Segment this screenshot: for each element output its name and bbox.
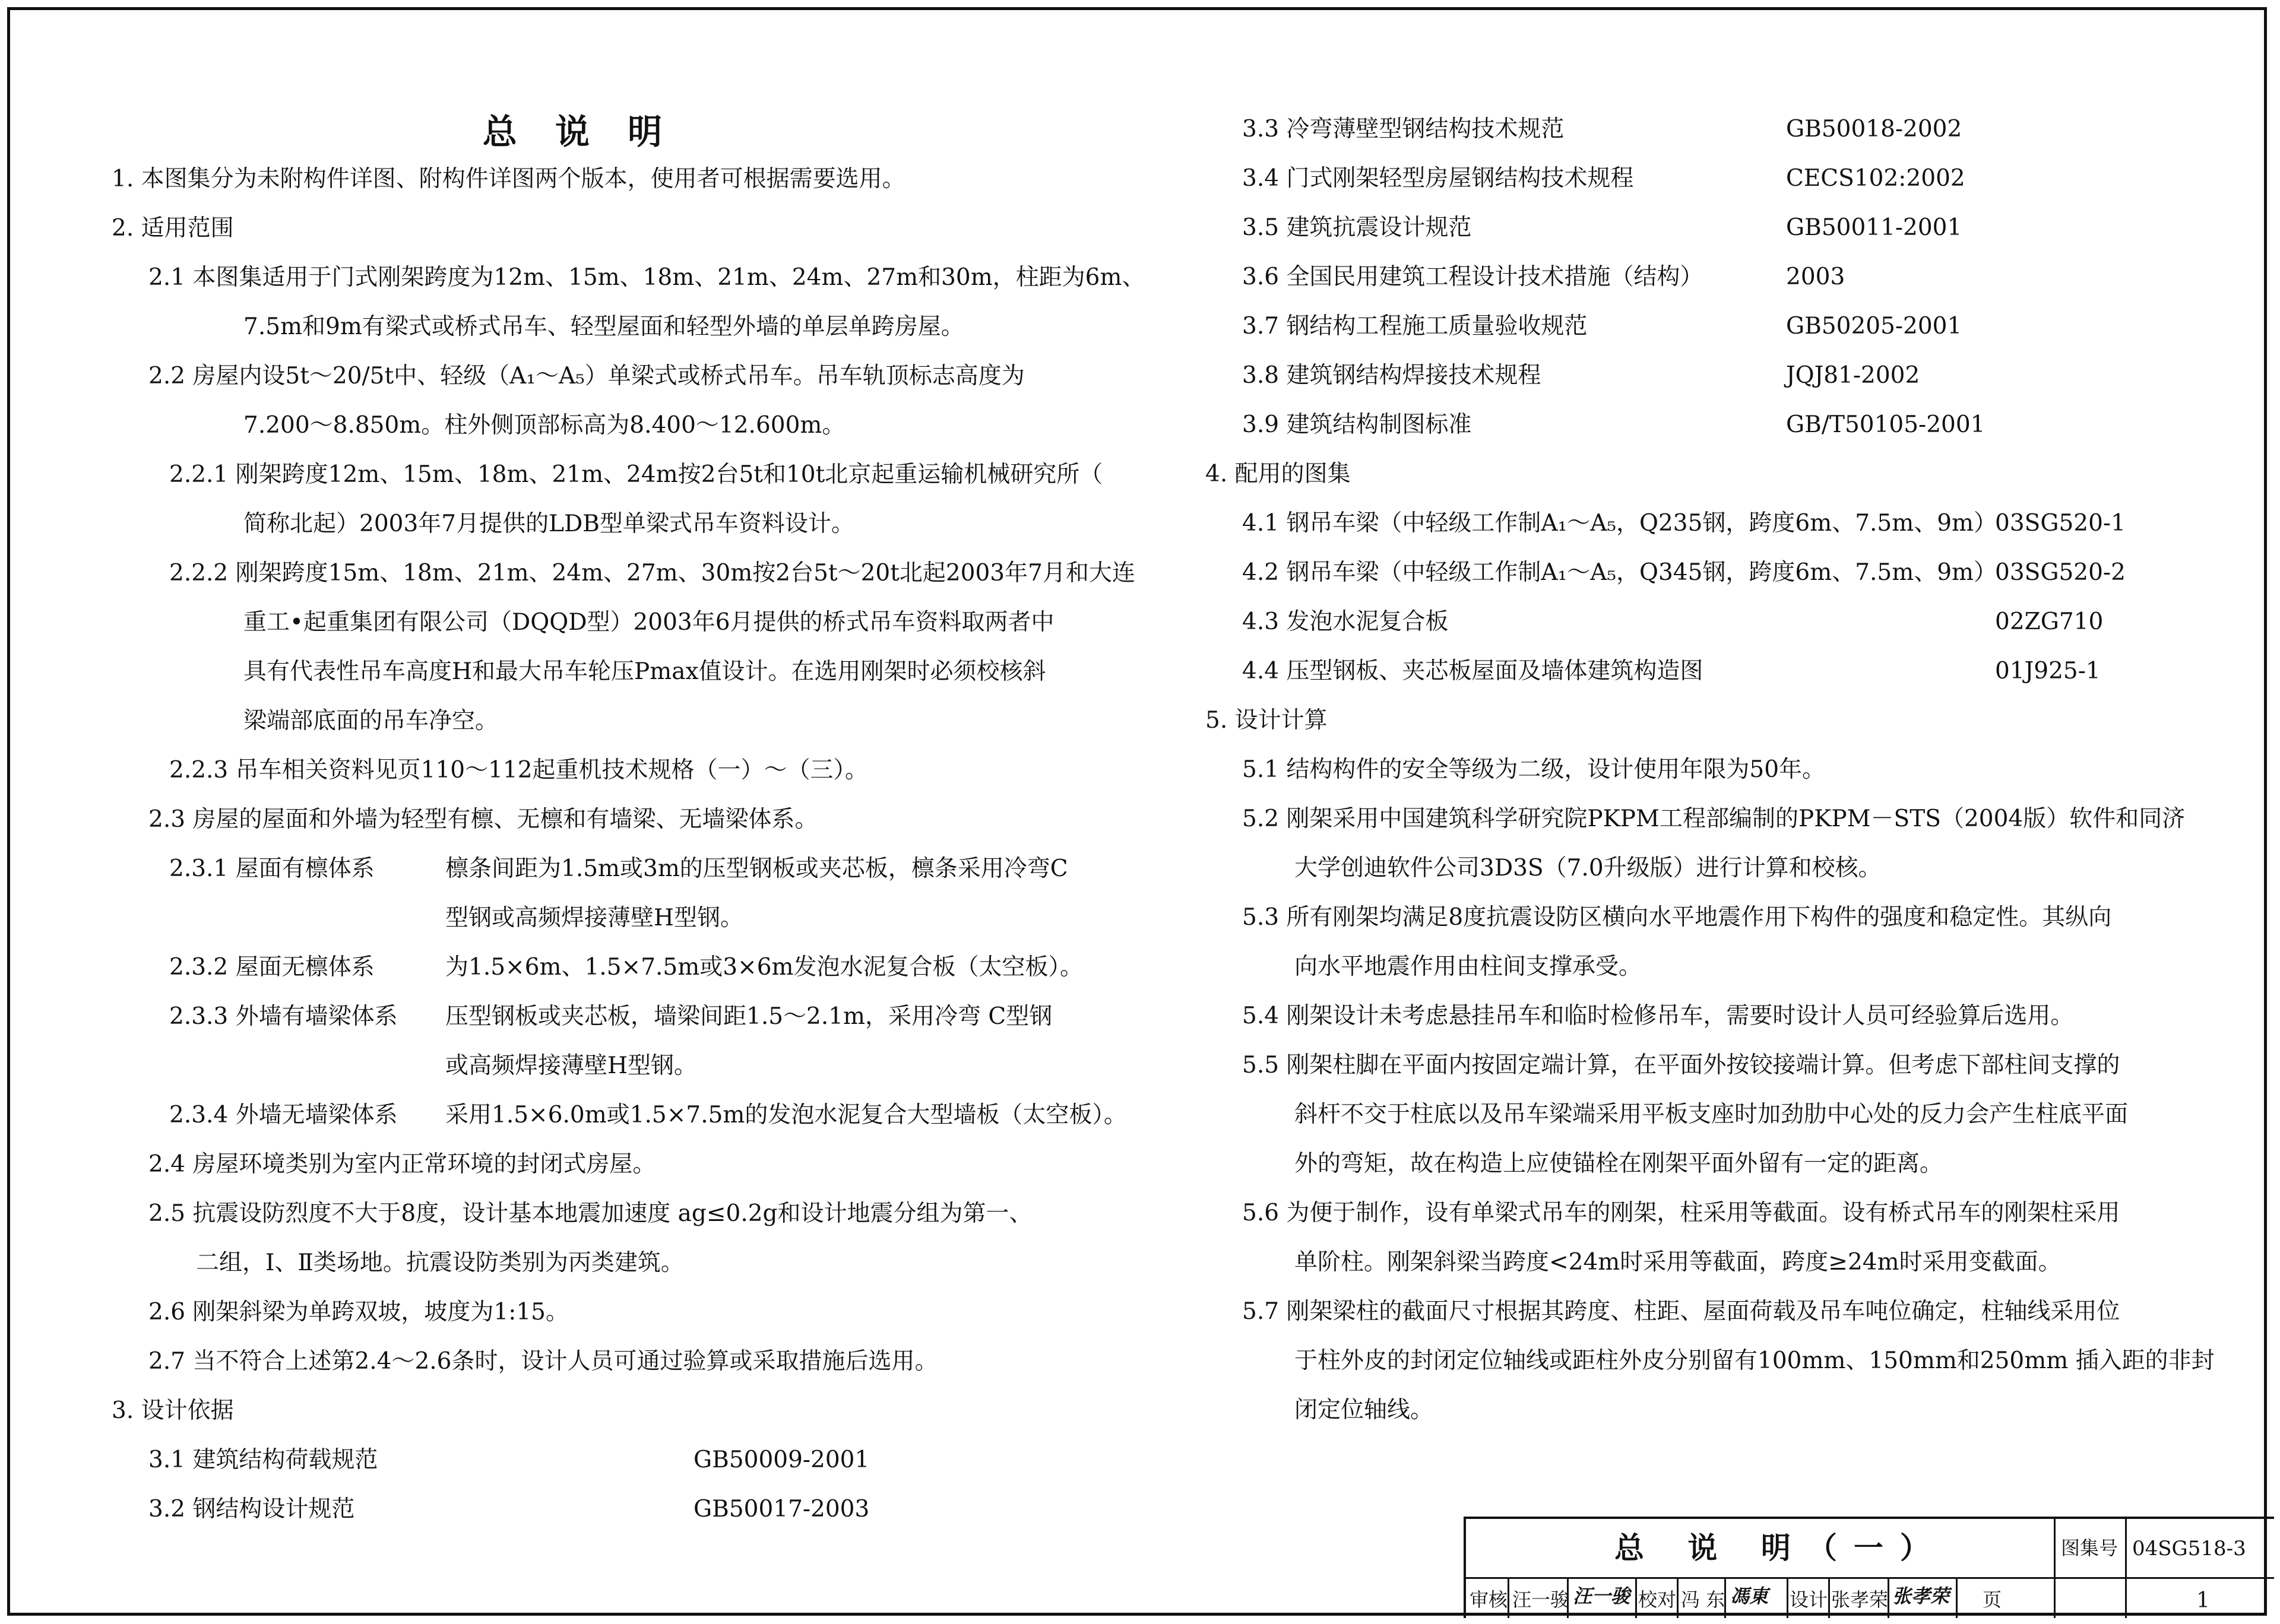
atlas-4-2-code: 03SG520-2 bbox=[1995, 559, 2126, 586]
ref-3-5-code: GB50011-2001 bbox=[1786, 214, 1962, 241]
atlas-no-label: 图集号 bbox=[2061, 1537, 2118, 1559]
note-2-5-cont: 二组，Ⅰ、Ⅱ类场地。抗震设防类别为丙类建筑。 bbox=[196, 1249, 684, 1276]
note-2-3-2-text: 为1.5×6m、1.5×7.5m或3×6m发泡水泥复合板（太空板）。 bbox=[445, 954, 1083, 981]
note-2-2-2-cont1: 重工•起重集团有限公司（DQQD型）2003年6月提供的桥式吊车资料取两者中 bbox=[243, 609, 1054, 636]
note-5-5-cont2: 外的弯矩，故在构造上应使锚栓在刚架平面外留有一定的距离。 bbox=[1294, 1150, 1943, 1177]
note-2-2-3: 2.2.3 吊车相关资料见页110～112起重机技术规格（一）～（三）。 bbox=[169, 757, 869, 784]
note-5-7: 5.7 刚架梁柱的截面尺寸根据其跨度、柱距、屋面荷载及吊车吨位确定，柱轴线采用位 bbox=[1242, 1298, 2120, 1325]
ref-3-9-name: 3.9 建筑结构制图标准 bbox=[1242, 411, 1472, 438]
ref-3-2-code: GB50017-2003 bbox=[694, 1496, 870, 1522]
ref-3-7-name: 3.7 钢结构工程施工质量验收规范 bbox=[1242, 313, 1588, 340]
section-4-heading: 4. 配用的图集 bbox=[1205, 461, 1351, 487]
note-2-3-4-text: 采用1.5×6.0m或1.5×7.5m的发泡水泥复合大型墙板（太空板）。 bbox=[445, 1102, 1127, 1128]
note-5-4: 5.4 刚架设计未考虑悬挂吊车和临时检修吊车，需要时设计人员可经验算后选用。 bbox=[1242, 1003, 2074, 1029]
note-5-6-cont: 单阶柱。刚架斜梁当跨度<24m时采用等截面，跨度≥24m时采用变截面。 bbox=[1294, 1249, 2062, 1276]
atlas-no: 04SG518-3 bbox=[2132, 1537, 2246, 1560]
page-title: 总 说 明 bbox=[482, 112, 676, 152]
note-2-2: 2.2 房屋内设5t～20/5t中、轻级（A₁～A₅）单梁式或桥式吊车。吊车轨顶标志高度为 bbox=[148, 363, 1025, 389]
ref-3-1-code: GB50009-2001 bbox=[694, 1447, 870, 1473]
atlas-4-3-name: 4.3 发泡水泥复合板 bbox=[1242, 608, 1449, 635]
ref-3-3-name: 3.3 冷弯薄壁型钢结构技术规范 bbox=[1242, 116, 1565, 142]
note-2-2-cont: 7.200～8.850m。柱外侧顶部标高为8.400～12.600m。 bbox=[243, 412, 846, 439]
note-5-7-cont1: 于柱外皮的封闭定位轴线或距柱外皮分别留有100mm、150mm和250mm 插入距的非封 bbox=[1294, 1347, 2215, 1374]
atlas-4-1-name: 4.1 钢吊车梁（中轻级工作制A₁～A₅，Q235钢，跨度6m、7.5m、9m） bbox=[1242, 510, 1997, 537]
note-2-3-1-text: 檩条间距为1.5m或3m的压型钢板或夹芯板，檩条采用冷弯C bbox=[445, 855, 1068, 882]
note-2-3: 2.3 房屋的屋面和外墙为轻型有檩、无檩和有墙梁、无墙梁体系。 bbox=[148, 806, 818, 833]
check-label: 校对 bbox=[1638, 1588, 1677, 1611]
note-2-3-3-cont: 或高频焊接薄壁H型钢。 bbox=[445, 1052, 698, 1079]
note-2-2-1-cont: 简称北起）2003年7月提供的LDB型单梁式吊车资料设计。 bbox=[243, 510, 854, 537]
note-2-2-2-cont3: 梁端部底面的吊车净空。 bbox=[243, 708, 499, 734]
design-name: 张孝荣 bbox=[1831, 1588, 1889, 1611]
review-label: 审核 bbox=[1470, 1588, 1508, 1611]
atlas-4-2-name: 4.2 钢吊车梁（中轻级工作制A₁～A₅，Q345钢，跨度6m、7.5m、9m） bbox=[1242, 559, 1997, 586]
note-5-3: 5.3 所有刚架均满足8度抗震设防区横向水平地震作用下构件的强度和稳定性。其纵向 bbox=[1242, 904, 2112, 931]
ref-3-6-code: 2003 bbox=[1786, 264, 1845, 290]
note-2-4: 2.4 房屋环境类别为室内正常环境的封闭式房屋。 bbox=[148, 1151, 656, 1178]
atlas-4-4-code: 01J925-1 bbox=[1995, 658, 2101, 684]
note-2-3-1-cont: 型钢或高频焊接薄壁H型钢。 bbox=[445, 905, 744, 931]
review-signature: 汪一骏 bbox=[1573, 1585, 1630, 1607]
design-signature: 张孝荣 bbox=[1892, 1585, 1950, 1607]
ref-3-4-code: CECS102:2002 bbox=[1786, 165, 1965, 192]
note-2-6: 2.6 刚架斜梁为单跨双坡，坡度为1:15。 bbox=[148, 1299, 569, 1325]
page-number: 1 bbox=[2196, 1588, 2210, 1613]
note-5-2: 5.2 刚架采用中国建筑科学研究院PKPM工程部编制的PKPM－STS（2004版）软件和同济 bbox=[1242, 805, 2186, 832]
ref-3-8-name: 3.8 建筑钢结构焊接技术规程 bbox=[1242, 362, 1541, 389]
ref-3-1-name: 3.1 建筑结构荷载规范 bbox=[148, 1447, 378, 1473]
ref-3-5-name: 3.5 建筑抗震设计规范 bbox=[1242, 214, 1472, 241]
title-block bbox=[1464, 1517, 2274, 1618]
section-3-heading: 3. 设计依据 bbox=[112, 1397, 234, 1424]
title-block-title: 总 说 明（一） bbox=[1614, 1530, 1946, 1565]
atlas-4-4-name: 4.4 压型钢板、夹芯板屋面及墙体建筑构造图 bbox=[1242, 658, 1703, 684]
ref-3-9-code: GB/T50105-2001 bbox=[1786, 411, 1986, 438]
section-5-heading: 5. 设计计算 bbox=[1205, 707, 1328, 734]
ref-3-6-name: 3.6 全国民用建筑工程设计技术措施（结构） bbox=[1242, 264, 1703, 290]
page-label: 页 bbox=[1983, 1588, 2002, 1611]
note-2-3-1-label: 2.3.1 屋面有檩体系 bbox=[169, 855, 375, 882]
note-2-3-3-label: 2.3.3 外墙有墙梁体系 bbox=[169, 1003, 398, 1030]
note-5-6: 5.6 为便于制作，设有单梁式吊车的刚架，柱采用等截面。设有桥式吊车的刚架柱采用 bbox=[1242, 1200, 2120, 1226]
note-5-1: 5.1 结构构件的安全等级为二级，设计使用年限为50年。 bbox=[1242, 756, 1826, 783]
note-2-2-2: 2.2.2 刚架跨度15m、18m、21m、24m、27m、30m按2台5t～20t北起2003年7月和大连 bbox=[169, 560, 1135, 586]
note-2-3-3-text: 压型钢板或夹芯板，墙梁间距1.5～2.1m，采用冷弯 C型钢 bbox=[445, 1003, 1053, 1030]
atlas-4-3-code: 02ZG710 bbox=[1995, 608, 2104, 635]
review-name: 汪一骏 bbox=[1512, 1588, 1570, 1611]
ref-3-3-code: GB50018-2002 bbox=[1786, 116, 1962, 142]
check-name: 冯 东 bbox=[1681, 1588, 1725, 1611]
design-label: 设计 bbox=[1790, 1588, 1828, 1611]
section-2-heading: 2. 适用范围 bbox=[112, 215, 234, 242]
ref-3-7-code: GB50205-2001 bbox=[1786, 313, 1962, 340]
note-5-5: 5.5 刚架柱脚在平面内按固定端计算，在平面外按铰接端计算。但考虑下部柱间支撑的 bbox=[1242, 1052, 2120, 1079]
check-signature: 馮東 bbox=[1730, 1585, 1769, 1607]
atlas-4-1-code: 03SG520-1 bbox=[1995, 510, 2126, 537]
note-5-7-cont2: 闭定位轴线。 bbox=[1294, 1397, 1434, 1423]
note-2-1: 2.1 本图集适用于门式刚架跨度为12m、15m、18m、21m、24m、27m和30m，柱距为6m、 bbox=[148, 264, 1145, 291]
note-2-2-1: 2.2.1 刚架跨度12m、15m、18m、21m、24m按2台5t和10t北京起重运输机械研究所（ bbox=[169, 461, 1103, 488]
note-5-2-cont: 大学创迪软件公司3D3S（7.0升级版）进行计算和校核。 bbox=[1294, 855, 1882, 881]
note-2-3-2-label: 2.3.2 屋面无檩体系 bbox=[169, 954, 375, 981]
note-5-3-cont: 向水平地震作用由柱间支撑承受。 bbox=[1294, 953, 1642, 980]
note-2-5: 2.5 抗震设防烈度不大于8度，设计基本地震加速度 ag≤0.2g和设计地震分组为第一、 bbox=[148, 1200, 1033, 1227]
note-2-7: 2.7 当不符合上述第2.4～2.6条时，设计人员可通过验算或采取措施后选用。 bbox=[148, 1348, 938, 1375]
ref-3-8-code: JQJ81-2002 bbox=[1786, 362, 1920, 389]
note-2-2-2-cont2: 具有代表性吊车高度H和最大吊车轮压Pmax值设计。在选用刚架时必须校核斜 bbox=[243, 658, 1046, 685]
note-2-1-cont: 7.5m和9m有梁式或桥式吊车、轻型屋面和轻型外墙的单层单跨房屋。 bbox=[243, 313, 964, 340]
ref-3-2-name: 3.2 钢结构设计规范 bbox=[148, 1496, 355, 1522]
note-2-3-4-label: 2.3.4 外墙无墙梁体系 bbox=[169, 1102, 398, 1128]
note-5-5-cont1: 斜杆不交于柱底以及吊车梁端采用平板支座时加劲肋中心处的反力会产生柱底平面 bbox=[1294, 1101, 2129, 1128]
note-1: 1. 本图集分为未附构件详图、附构件详图两个版本，使用者可根据需要选用。 bbox=[112, 166, 905, 192]
ref-3-4-name: 3.4 门式刚架轻型房屋钢结构技术规程 bbox=[1242, 165, 1634, 192]
